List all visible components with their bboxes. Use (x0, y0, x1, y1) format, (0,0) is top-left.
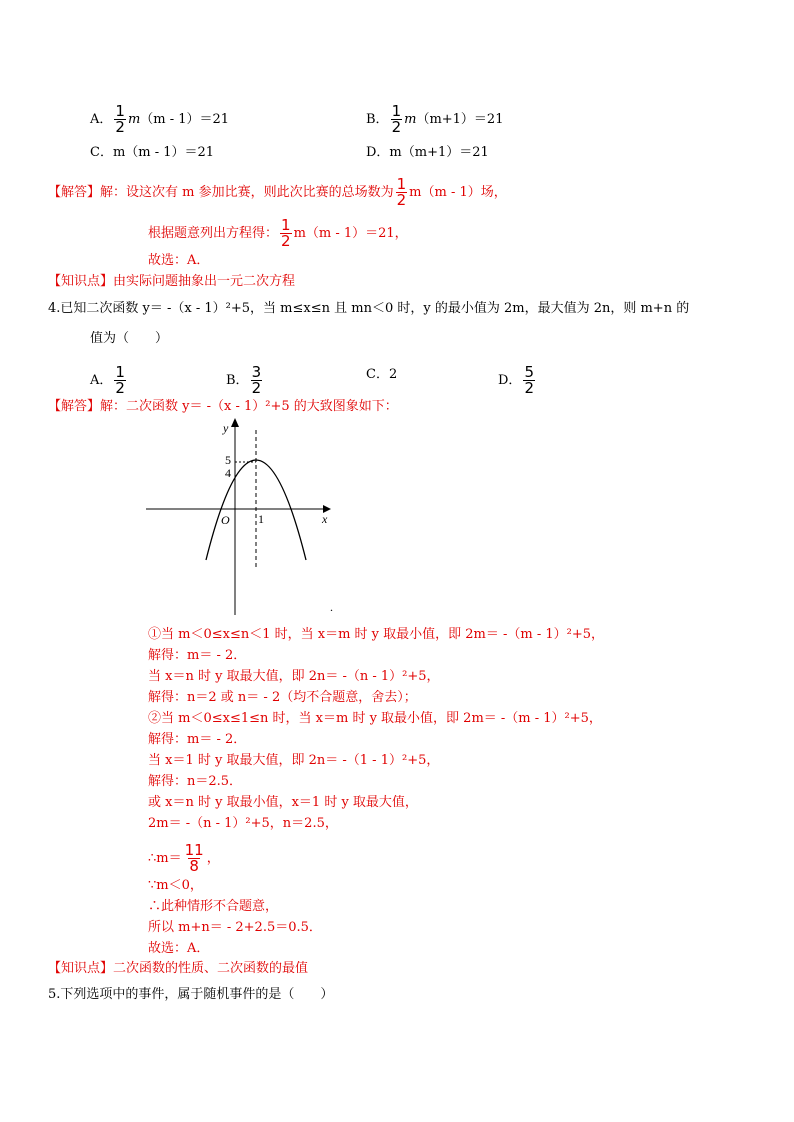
q4-step-11: ∵m＜0， (148, 878, 203, 893)
q4-option-a: A． $\frac{1}{2}$ (90, 363, 125, 397)
q4-step-10: 2m＝ -（n - 1）²+5，n＝2.5， (148, 816, 338, 831)
q4-step-14: 故选：A． (148, 941, 210, 956)
x-axis-label: x (322, 512, 328, 526)
q4-step-1: ①当 m＜0≤x≤n＜1 时，当 x＝m 时 y 取最小值，即 2m＝ -（m - 1）²+5， (148, 627, 605, 642)
q4-step-12: ∴此种情形不合题意， (148, 899, 279, 914)
q3-option-a: A． $\frac{1}{2}$ m（m - 1）＝21 (90, 102, 230, 136)
q4-step-7: 当 x＝1 时 y 取最大值，即 2n＝ -（1 - 1）²+5， (148, 753, 440, 768)
solution-tag: 【解答】 (48, 185, 101, 200)
q4-stem-line-2: 值为（ ） (90, 331, 169, 346)
q5-stem: 5.下列选项中的事件，属于随机事件的是（ ） (48, 987, 334, 1002)
q4-option-b: B． $\frac{3}{2}$ (226, 363, 262, 397)
q3-option-c: C．m（m - 1）＝21 (90, 145, 215, 160)
y-tick-5: 5 (225, 453, 231, 467)
q3-solution-line-2: 根据题意列出方程得： $\frac{1}{2}$ m（m - 1）＝21， (148, 216, 408, 250)
origin-label: O (221, 513, 230, 527)
q3-solution-line-1: 【解答】解：设这次有 m 参加比赛，则此次比赛的总场数为 $\frac{1}{2}$ m（m - 1）场， (48, 175, 507, 209)
q4-step-2: 解得：m＝ - 2． (148, 648, 247, 663)
q3-option-d: D．m（m+1）＝21 (366, 145, 489, 160)
parabola-graph (140, 415, 360, 620)
q4-step-3: 当 x＝n 时 y 取最大值，即 2n＝ -（n - 1）²+5， (148, 669, 440, 684)
q4-step-13: 所以 m+n＝ - 2+2.5＝0.5． (148, 920, 322, 935)
trailing-dot: . (330, 600, 333, 614)
q4-step-5: ②当 m＜0≤x≤1≤n 时，当 x＝m 时 y 取最小值，即 2m＝ -（m - 1）²+5， (148, 711, 602, 726)
q4-step-4: 解得：n＝2 或 n＝ - 2（均不合题意，舍去）； (148, 690, 417, 705)
q4-step-8: 解得：n＝2.5． (148, 774, 243, 789)
y-tick-4: 4 (225, 466, 231, 480)
q4-solution-intro: 【解答】解：二次函数 y＝ -（x - 1）²+5 的大致图象如下： (48, 399, 398, 414)
q4-option-c: C．2 (366, 367, 398, 382)
solution-tag: 【解答】 (48, 399, 101, 414)
q3-solution-line-3: 故选：A． (148, 253, 210, 268)
x-tick-1: 1 (258, 512, 264, 526)
y-axis-label: y (223, 421, 229, 435)
q3-knowledge-point: 【知识点】由实际问题抽象出一元二次方程 (48, 274, 296, 289)
q4-option-d: D． $\frac{5}{2}$ (498, 363, 534, 397)
y-axis-arrow (231, 418, 239, 427)
q4-m-fraction: ∴m＝ $\frac{11}{8}$ ， (148, 841, 220, 875)
q4-knowledge-point: 【知识点】二次函数的性质、二次函数的最值 (48, 961, 309, 976)
q4-stem-line-1: 4.已知二次函数 y＝ -（x - 1）²+5，当 m≤x≤n 且 mn＜0 时，y 的最小值为 2m，最大值为 2n，则 m+n 的 (48, 301, 690, 316)
q4-step-9: 或 x＝n 时 y 取最小值，x＝1 时 y 取最大值， (148, 795, 418, 810)
q3-option-b: B． $\frac{1}{2}$ m（m+1）＝21 (366, 102, 504, 136)
q4-step-6: 解得：m＝ - 2． (148, 732, 247, 747)
